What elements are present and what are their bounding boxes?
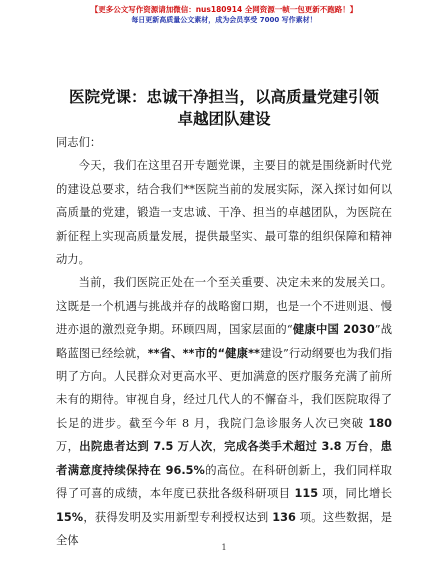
p2-text-m: 的高位。在科研创新上，我们同样取得了可喜的成绩，本年度已获批各级科研项目: [56, 463, 392, 501]
p2-text-a: 当前，我们医院正处在一个至关重要、决定未来的发展关口。这既是一个机遇与挑战并存的战略窗口期，也是一个不进则退、慢进亦退的激烈竞争期。环顾四周，国家层面的“: [56, 276, 392, 337]
p2-bold-surgery: 完成各类手术超过 3.8 万台: [224, 440, 370, 454]
page-number: 1: [221, 543, 227, 552]
p2-text-e: 建设”行动纲要也为我们指明了方向。人民群众对更高水平、更加满意的医疗服务充满了前所未有的期待。审视自身，经过几代人的不懈奋斗，我们医院取得了长足的进步。截至今年 8 月，我院门急诊服务人次已突破: [56, 346, 392, 430]
salutation: 同志们：: [56, 136, 102, 149]
paragraph-2: [56, 271, 392, 552]
banner-subscribe-line: 每日更新高质量公文素材，成为会员享受 7000 写作素材！: [131, 16, 317, 24]
p2-text-i: ，: [212, 440, 225, 454]
p2-bold-satisfaction: 患者满意度持续保持在 96.5%: [56, 440, 392, 477]
p2-text-g: 万，: [56, 440, 80, 454]
p2-text-s: 项。这些数据，是全体: [56, 510, 393, 547]
p2-text-c: ”战略蓝图已经绘就，: [56, 323, 393, 360]
p2-bold-patents: 136: [272, 510, 296, 524]
title-line-1: 医院党课：忠诚干净担当，以高质量党建引领: [68, 88, 379, 106]
p2-bold-projects: 115: [294, 487, 319, 501]
p2-bold-growth: 15%: [56, 510, 84, 524]
p2-text-k: ，: [369, 440, 381, 454]
p2-bold-province: **省、**市的“健康**: [147, 346, 260, 360]
p2-bold-healthy-china: 健康中国 2030: [292, 323, 375, 337]
document-title: [40, 86, 408, 130]
document-body: [56, 131, 392, 552]
p2-bold-outpatient: 180: [368, 416, 392, 430]
p2-text-q: ，获得发明及实用新型专利授权达到: [83, 510, 273, 524]
title-line-2: 卓越团队建设: [177, 110, 271, 128]
paragraph-1: 今天，我们在这里召开专题党课，主要目的就是围绕新时代党的建设总要求，结合我们**医院当前的发展实际，深入探讨如何以高质量的党建，锻造一支忠诚、干净、担当的卓越团队，为医院在新征程上实现高质量发展，提供最坚实、最可靠的组织保障和精神动力。: [56, 159, 392, 267]
p2-text-o: 项，同比增长: [318, 487, 393, 501]
p2-bold-discharge: 出院患者达到 7.5 万人次: [79, 440, 213, 454]
header-banner: [0, 4, 448, 26]
banner-promo-line: 【更多公文写作资源请加微信：nus180914 全网资源一帧一包更新不跑路！】: [90, 5, 358, 14]
